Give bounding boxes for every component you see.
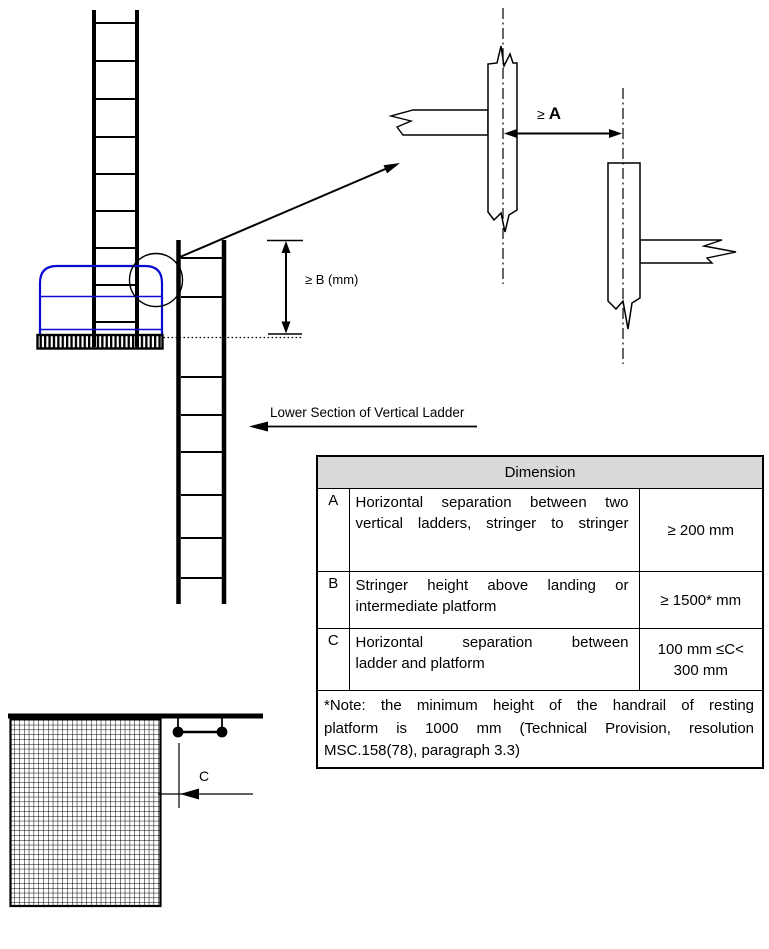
- lower-ladder: [179, 240, 225, 604]
- dimension-table: [316, 455, 764, 769]
- row-b-key: B: [317, 572, 349, 629]
- dimension-b-label: ≥ B (mm): [305, 272, 359, 287]
- row-c-key: C: [317, 629, 349, 691]
- table-note: *Note: the minimum height of the handrail of resting platform is 1000 mm (Technical Provision, resolution MSC.158(78), paragraph 3.3): [317, 691, 763, 768]
- dimension-a-label: [537, 104, 561, 124]
- row-a-value: ≥ 200 mm: [639, 489, 763, 572]
- row-b-value: ≥ 1500* mm: [639, 572, 763, 629]
- dimension-c-label: C: [199, 768, 210, 784]
- row-b-description: Stringer height above landing or intermediate platform: [349, 572, 639, 629]
- detail-callout-arrow: [180, 163, 400, 257]
- table-row-b: [317, 572, 763, 629]
- detail-right-stringer: [608, 163, 640, 329]
- detail-left-rung: [391, 110, 488, 135]
- row-a-key: A: [317, 489, 349, 572]
- platform-floor-hatch: [38, 335, 163, 349]
- table-row-c: [317, 629, 763, 691]
- row-c-description: Horizontal separation between ladder and platform: [349, 629, 639, 691]
- detail-right-rung: [640, 240, 736, 263]
- table-header-dimension: Dimension: [317, 456, 763, 489]
- row-c-value: 100 mm ≤C< 300 mm: [639, 629, 763, 691]
- table-row-a: [317, 489, 763, 572]
- dimension-a-letter: A: [548, 104, 561, 123]
- ladder-stringer-detail: [391, 8, 736, 364]
- ladder-top-view-stringer: [217, 727, 228, 738]
- lower-section-arrow: [249, 422, 477, 432]
- row-a-description: Horizontal separation between two vertical ladders, stringer to stringer: [349, 489, 639, 572]
- dimension-a-arrow: [504, 129, 622, 138]
- dimension-b-arrow: [267, 241, 303, 335]
- resting-platform-handrail: [40, 266, 162, 335]
- ladder-top-view-stringer: [173, 727, 184, 738]
- grating-mesh: [11, 719, 161, 906]
- table-note-row: [317, 691, 763, 768]
- platform-grating-figure: [8, 716, 263, 906]
- lower-section-caption: Lower Section of Vertical Ladder: [270, 405, 465, 420]
- dimension-a-ge-sign: ≥: [537, 106, 545, 122]
